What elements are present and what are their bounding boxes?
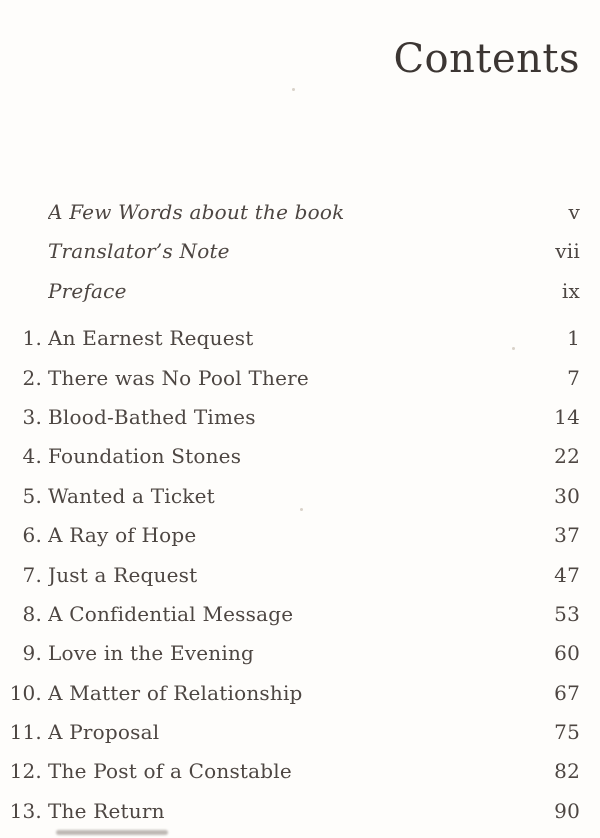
page-number: 90: [554, 798, 580, 823]
chapter-number: 9.: [22, 641, 42, 666]
toc-entry: [0, 232, 600, 271]
page-number: 14: [554, 404, 580, 429]
chapter-number: 2.: [22, 365, 42, 390]
chapter-number: 6.: [22, 523, 42, 548]
entry-title: Preface: [48, 278, 127, 303]
toc-entry: [0, 437, 600, 476]
page-number: 22: [554, 444, 580, 469]
chapter-title: Love in the Evening: [48, 641, 255, 666]
toc-entry: [0, 359, 600, 398]
page-title: Contents: [393, 35, 580, 82]
toc-entry: [0, 556, 600, 595]
chapter-number: 4.: [22, 444, 42, 469]
toc-entry: [0, 319, 600, 358]
toc-entry: [0, 272, 600, 311]
page-number: 30: [554, 483, 580, 508]
chapter-number: 1.: [22, 326, 42, 351]
chapter-number: 10.: [9, 680, 42, 705]
scan-artifact-smudge: [56, 830, 168, 835]
chapter-title: There was No Pool There: [48, 365, 309, 390]
chapter-title: Foundation Stones: [48, 444, 242, 469]
chapter-title: A Proposal: [48, 720, 160, 745]
chapter-number: 12.: [9, 759, 42, 784]
chapter-title: An Earnest Request: [48, 326, 254, 351]
toc-entry: [0, 792, 600, 831]
page-number: 7: [567, 365, 580, 390]
toc-entry: [0, 713, 600, 752]
page-number: 1: [567, 326, 580, 351]
chapters-section: [0, 319, 600, 831]
chapter-title: Wanted a Ticket: [48, 483, 215, 508]
chapter-number: 13.: [9, 798, 42, 823]
entry-title: Translator’s Note: [48, 239, 230, 264]
chapter-title: Blood-Bathed Times: [48, 404, 256, 429]
toc-entry: [0, 516, 600, 555]
chapter-number: 5.: [22, 483, 42, 508]
chapter-number: 7.: [22, 562, 42, 587]
toc-entry: [0, 674, 600, 713]
toc-entry: [0, 193, 600, 232]
chapter-title: Just a Request: [48, 562, 198, 587]
toc-entry: [0, 595, 600, 634]
toc-entry: [0, 398, 600, 437]
chapter-number: 8.: [22, 601, 42, 626]
entry-title: A Few Words about the book: [48, 200, 345, 224]
page-number: 53: [554, 601, 580, 626]
chapter-title: The Return: [48, 798, 165, 823]
page-number: 82: [554, 759, 580, 784]
table-of-contents: [0, 193, 600, 831]
page-number: 67: [554, 680, 580, 705]
page-number: ix: [561, 278, 580, 303]
page-number: 47: [554, 562, 580, 587]
page-number: 60: [554, 641, 580, 666]
chapter-title: A Matter of Relationship: [48, 680, 303, 705]
page-number: 37: [554, 523, 580, 548]
front-matter-section: [0, 193, 600, 311]
chapter-title: The Post of a Constable: [48, 759, 292, 784]
toc-entry: [0, 634, 600, 673]
toc-entry: [0, 752, 600, 791]
chapter-number: 11.: [9, 720, 42, 745]
chapter-title: A Ray of Hope: [48, 523, 197, 548]
chapter-number: 3.: [22, 404, 42, 429]
scan-speckle: [292, 88, 295, 91]
page-number: 75: [554, 720, 580, 745]
scan-speckle: [300, 508, 303, 511]
page-number: v: [568, 200, 580, 224]
chapter-title: A Confidential Message: [48, 601, 294, 626]
page-number: vii: [555, 239, 580, 264]
scan-speckle: [512, 347, 515, 350]
